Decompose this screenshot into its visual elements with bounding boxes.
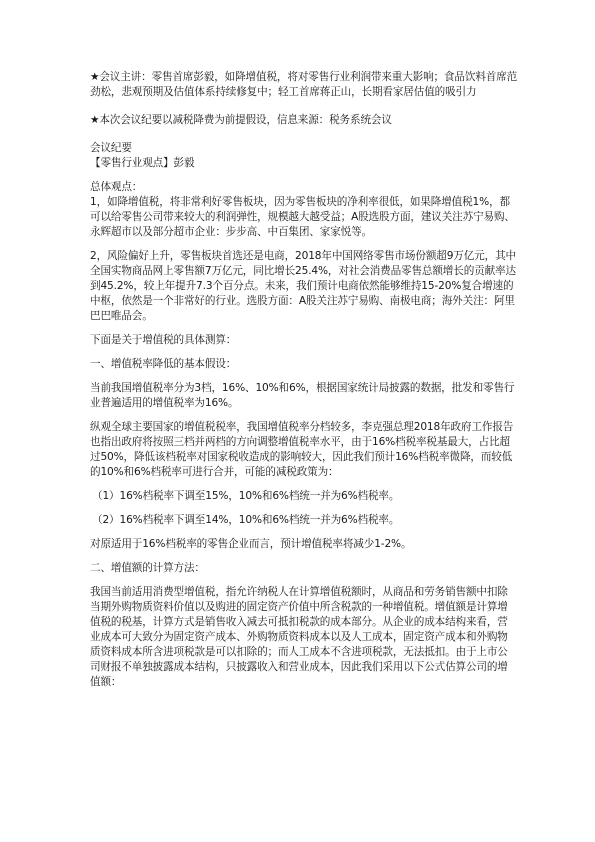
minutes-title: 会议纪要 — [90, 142, 132, 154]
option-1: （1）16%档税率下调至15%，10%和6%档统一并为6%档税率。 — [92, 490, 400, 502]
heading-1-para-1: 当前我国增值税率分为3档，16%、10%和6%，根据国家统计局披露的数据，批发和零售行业普遍适用的增值税率为16%。 — [90, 382, 515, 409]
section-title: 【零售行业观点】彭毅 — [90, 157, 195, 169]
overall-title: 总体观点： — [90, 181, 143, 193]
heading-1-para-3: 对原适用于16%档税率的零售企业而言，预计增值税率将减少1-2%。 — [90, 538, 412, 550]
calc-intro: 下面是关于增值税的具体测算： — [90, 334, 237, 346]
intro-note: ★本次会议纪要以减税降费为前提假设，信息来源：税务系统会议 — [90, 114, 392, 126]
heading-2-para-1: 我国当前适用消费型增值税，指允许纳税人在计算增值税额时，从商品和劳务销售额中扣除当期外购物质资料价值以及购进的固定资产价值中所含税款的一种增值税。增值额是计算增值税的税基，计算方式是销售收入减去可抵扣税款的成本部分。从企业的成本结构来看，营业成本可大致分为固定资产成本、外购物质资料成本以及人工成本，固定资产成本和外购物质资料成本所含进项税款是可以扣除的；而人工成本不含进项税款，无法抵扣。由于上市公司财报不单独披露成本结构，只披露收入和营业成本，因此我们采用以下公式估算公司的增值额： — [90, 586, 508, 688]
point-1: 1，如降增值税，将非常利好零售板块，因为零售板块的净利率很低，如果降增值税1%，都可以给零售公司带来较大的利润弹性，规模越大越受益；A股选股方面，建议关注苏宁易购、永辉超市以及部分超市企业：步步高、中百集团、家家悦等。 — [90, 196, 515, 238]
heading-2: 二、增值额的计算方法： — [90, 562, 205, 574]
document-body — [90, 70, 518, 690]
option-2: （2）16%档税率下调至14%，10%和6%档统一并为6%档税率。 — [92, 514, 400, 526]
heading-1-para-2: 纵观全球主要国家的增值税税率，我国增值税率分档较多，李克强总理2018年政府工作报告也指出政府将按照三档并两档的方向调整增值税率水平，由于16%档税率税基最大，占比超过50%，降低该档税率对国家税收造成的影响较大，因此我们预计16%档税率微降，而较低的10%和6%档税率可进行合并，可能的减税政策为： — [90, 421, 514, 478]
point-2: 2，风险偏好上升，零售板块首选还是电商，2018年中国网络零售市场份额超9万亿元，其中全国实物商品网上零售额7万亿元，同比增长25.4%，对社会消费品零售总额增长的贡献率达到45.2%，较上年提升7.3个百分点。未来，我们预计电商依然能够维持15-20%复合增速的中枢，依然是一个非常好的行业。选股方面：A股关注苏宁易购、南极电商；海外关注：阿里巴巴唯品会。 — [90, 250, 516, 322]
intro-summary: ★会议主讲：零售首席彭毅，如降增值税，将对零售行业利润带来重大影响；食品饮料首席范劲松，悲观预期及估值体系持续修复中；轻工首席蒋正山，长期看家居估值的吸引力 — [90, 71, 518, 98]
heading-1: 一、增值税率降低的基本假设： — [90, 358, 237, 370]
